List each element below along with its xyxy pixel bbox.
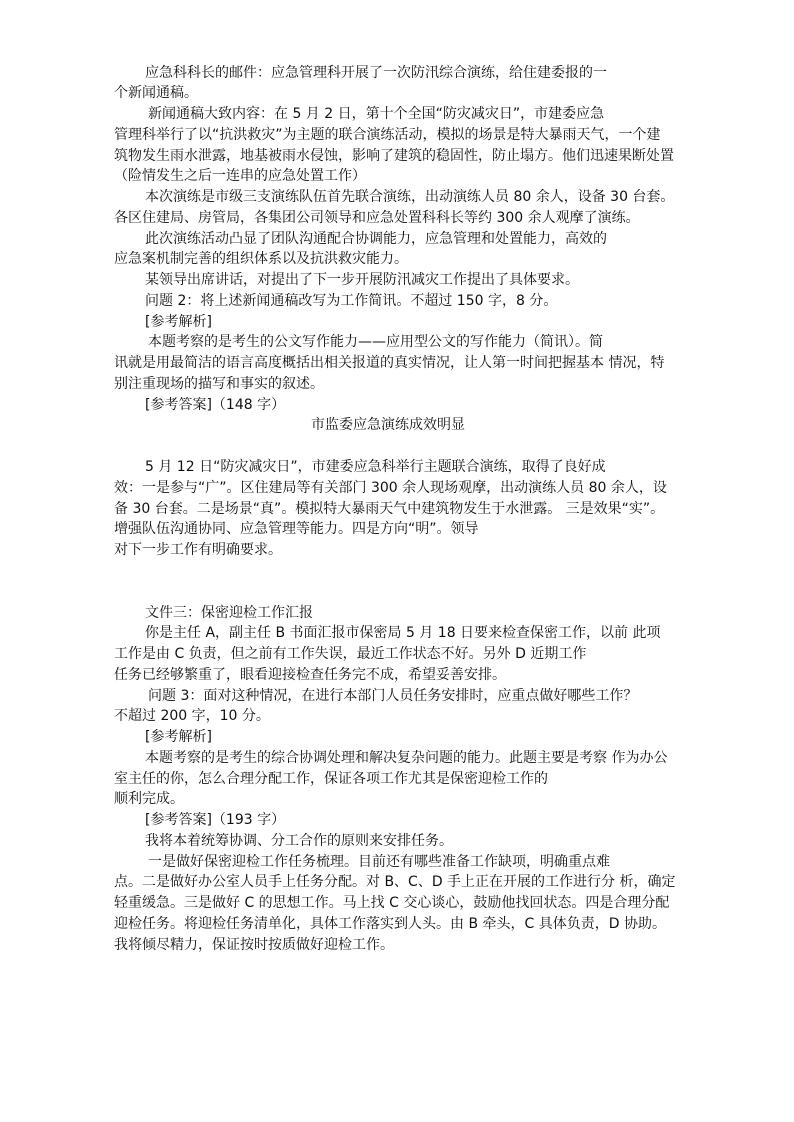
text-line: 本题考察的是考生的综合协调处理和解决复杂问题的能力。此题主要是考察 作为办公 [145,750,668,766]
text-line: 筑物发生雨水泄露，地基被雨水侵蚀，影响了建筑的稳固性，防止塌方。他们迅速果断处置 [114,148,674,164]
text-line: [参考解析] [145,729,212,745]
text-line: [参考答案]（148 字） [145,397,286,413]
text-line: 本次演练是市级三支演练队伍首先联合演练，出动演练人员 80 余人，设备 30 台套。 [145,189,675,205]
text-line: 本题考察的是考生的公文写作能力——应用型公文的写作能力（简讯）。简 [148,334,603,350]
brief-title: 市监委应急演练成效明显 [311,417,465,433]
text-line: 应急科科长的邮件：应急管理科开展了一次防汛综合演练，给住建委报的一 [145,65,607,81]
text-line: 工作是由 C 负责，但之前有工作失误，最近工作状态不好。另外 D 近期工作 [114,646,587,662]
text-line: 讯就是用最简洁的语言高度概括出相关报道的真实情况，让人第一时间把握基本 情况，特 [114,355,665,371]
text-line: 你是主任 A，副主任 B 书面汇报市保密局 5 月 18 日要来检查保密工作，以前 此项 [145,625,661,641]
text-line: [参考答案]（193 字） [145,812,286,828]
text-line: 某领导出席讲话，对提出了下一步开展防汛减灾工作提出了具体要求。 [145,272,579,288]
text-line: 新闻通稿大致内容：在 5 月 2 日，第十个全国“防灾减灾日”，市建委应急 [148,106,605,122]
text-line: 对下一步工作有明确要求。 [114,542,282,558]
text-line: [参考解析] [145,314,212,330]
text-line: 一是做好保密迎检工作任务梳理。目前还有哪些准备工作缺项，明确重点难 [148,854,610,870]
text-line: 问题 3：面对这种情况，在进行本部门人员任务安排时，应重点做好哪些工作？ [148,688,638,704]
section-heading: 文件三：保密迎检工作汇报 [145,605,313,621]
text-line: 顺利完成。 [114,791,184,807]
text-line: 备 30 台套。二是场景“真”。模拟特大暴雨天气中建筑物发生于水泄露。 三是效果“实”。 [114,501,665,517]
text-line: 不超过 200 字，10 分。 [114,708,270,724]
text-line: 此次演练活动凸显了团队沟通配合协调能力，应急管理和处置能力，高效的 [145,231,607,247]
text-line: 我将倾尽精力，保证按时按质做好迎检工作。 [114,937,394,953]
text-line: 管理科举行了以“抗洪救灾”为主题的联合演练活动，模拟的场景是特大暴雨天气，一个建 [114,127,661,143]
text-line: （险情发生之后一连串的应急处置工作） [114,168,366,184]
text-line: 个新闻通稿。 [114,85,198,101]
text-line: 效：一是参与“广”。区住建局等有关部门 300 余人现场观摩，出动演练人员 80 余人，设 [114,480,667,496]
text-line: 别注重现场的描写和事实的叙述。 [114,376,324,392]
text-line: 5 月 12 日“防灾减灾日”，市建委应急科举行主题联合演练，取得了良好成 [145,459,606,475]
text-line: 轻重缓急。三是做好 C 的思想工作。马上找 C 交心谈心，鼓励他找回状态。四是合理分配 [114,895,670,911]
text-line: 问题 2：将上述新闻通稿改写为工作简讯。不超过 150 字，8 分。 [145,293,558,309]
text-line: 迎检任务。将迎检任务清单化，具体工作落实到人头。由 B 牵头，C 具体负责，D 协助。 [114,916,666,932]
text-line: 室主任的你，怎么合理分配工作，保证各项工作尤其是保密迎检工作的 [114,771,548,787]
text-line: 点。二是做好办公室人员手上任务分配。对 B、C、D 手上正在开展的工作进行分 析，确定 [114,874,676,890]
text-line: 各区住建局、房管局，各集团公司领导和应急处置科科长等约 300 余人观摩了演练。 [114,210,640,226]
text-line: 应急案机制完善的组织体系以及抗洪救灾能力。 [114,251,408,267]
text-line: 我将本着统筹协调、分工合作的原则来安排任务。 [145,833,453,849]
text-line: 任务已经够繁重了，眼看迎接检查任务完不成，希望妥善安排。 [114,667,506,683]
text-line: 增强队伍沟通协同、应急管理等能力。四是方向“明”。领导 [114,521,479,537]
